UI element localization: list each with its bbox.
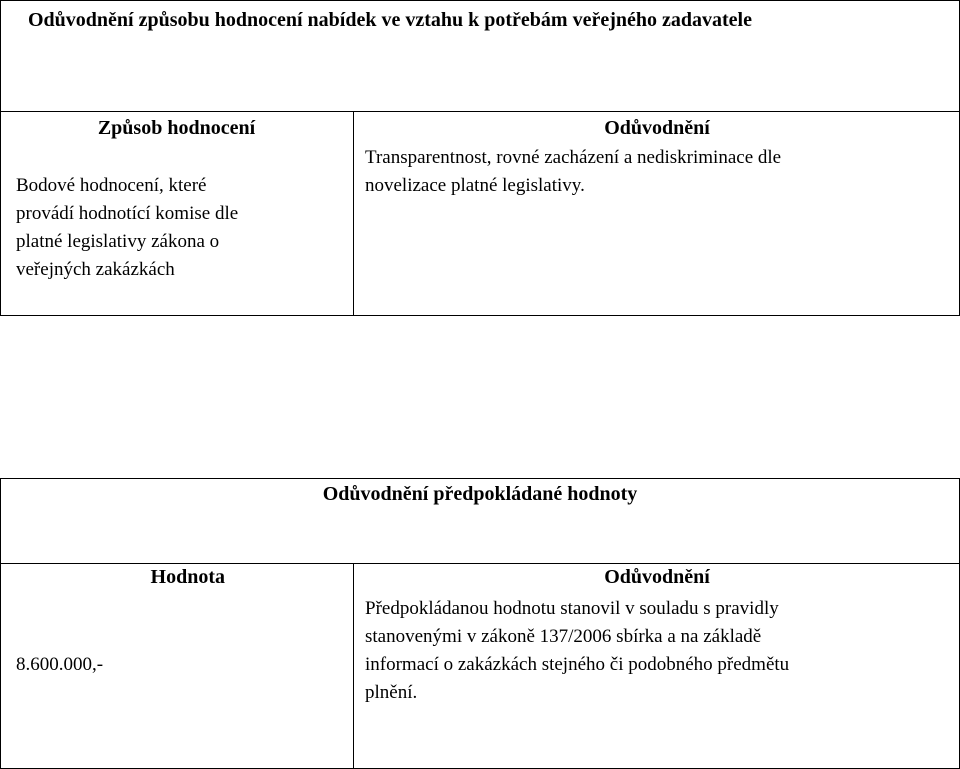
evaluation-method-text-line3: platné legislativy zákona o — [16, 231, 220, 252]
value-header: Hodnota — [150, 566, 225, 588]
evaluation-justification-line2: novelizace platné legislativy. — [365, 175, 585, 196]
value-justification-line3: informací o zakázkách stejného či podobného předmětu — [365, 654, 790, 675]
value-justification-line1: Předpokládanou hodnotu stanovil v souladu s pravidly — [365, 598, 779, 619]
evaluation-justification-line1: Transparentnost, rovné zacházení a nediskriminace dle — [365, 147, 782, 168]
evaluation-justification-header: Odůvodnění — [604, 117, 710, 139]
estimated-value-amount: 8.600.000,- — [16, 654, 104, 675]
column-divider — [353, 111, 354, 316]
value-justification-header: Odůvodnění — [604, 566, 710, 588]
table-divider — [0, 563, 960, 564]
table-divider — [0, 111, 960, 112]
evaluation-method-header: Způsob hodnocení — [97, 117, 256, 139]
column-divider — [353, 563, 354, 769]
estimated-value-section-title: Odůvodnění předpokládané hodnoty — [322, 483, 638, 505]
evaluation-section-title: Odůvodnění způsobu hodnocení nabídek ve vztahu k potřebám veřejného zadavatele — [28, 9, 752, 31]
evaluation-method-text-line1: Bodové hodnocení, které — [16, 175, 207, 196]
evaluation-method-text-line2: provádí hodnotící komise dle — [16, 203, 239, 224]
evaluation-method-text-line4: veřejných zakázkách — [16, 259, 175, 280]
value-justification-line2: stanovenými v zákoně 137/2006 sbírka a na základě — [365, 626, 762, 647]
value-justification-line4: plnění. — [365, 682, 418, 703]
